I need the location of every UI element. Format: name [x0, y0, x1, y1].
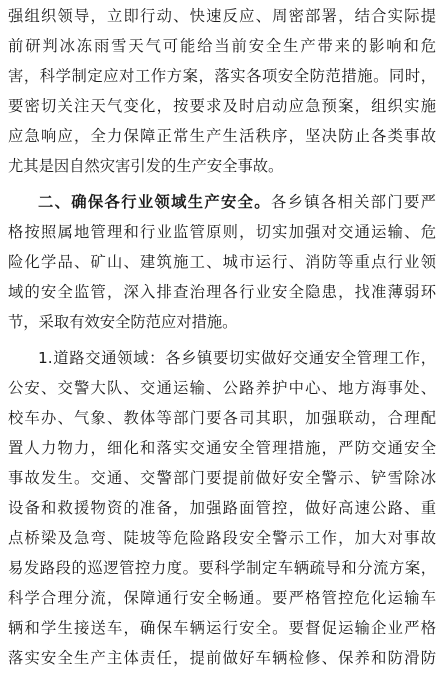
text-line: 要密切关注天气变化，按要求及时启动应急预案，组织实施 [8, 97, 436, 115]
section-heading-line [38, 188, 436, 216]
text-line: 强组织领导，立即行动、快速反应、周密部署，结合实际提 [8, 7, 436, 25]
text-line: 校车办、气象、教体等部门要各司其职，加强联动，合理配 [8, 409, 436, 427]
text-line: 害，科学制定应对工作方案，落实各项安全防范措施。同时， [8, 67, 436, 85]
text-line: 设备和救援物资的准备，加强路面管控，做好高速公路、重 [8, 499, 436, 517]
text-line: 险化学品、矿山、建筑施工、城市运行、消防等重点行业领 [8, 253, 436, 271]
text-line: 尤其是因自然灾害引发的生产安全事故。 [8, 157, 284, 175]
text-line: 应急响应，全力保障正常生产生活秩序，坚决防止各类事故 [8, 127, 436, 145]
text-line: 易发路段的巡逻管控力度。要科学制定车辆疏导和分流方案， [8, 559, 436, 577]
text-line: 科学合理分流，保障通行安全畅通。要严格管控危化运输车 [8, 589, 436, 607]
text-line: 公安、交警大队、交通运输、公路养护中心、地方海事处、 [8, 379, 436, 397]
text-line: 辆和学生接送车，确保车辆运行安全。要督促运输企业严格 [8, 619, 436, 637]
text-line: 域的安全监管，深入排查治理各行业安全隐患，找准薄弱环 [8, 283, 436, 301]
text-line: 置人力物力，细化和落实交通安全管理措施，严防交通安全 [8, 439, 436, 457]
text-line: 事故发生。交通、交警部门要提前做好安全警示、铲雪除冰 [8, 469, 436, 487]
section-heading-continuation: 各乡镇各相关部门要严 [270, 193, 436, 211]
text-line: 落实安全生产主体责任，提前做好车辆检修、保养和防滑防 [8, 649, 436, 667]
text-line: 格按照属地管理和行业监管原则，切实加强对交通运输、危 [8, 223, 436, 241]
section-heading: 二、确保各行业领域生产安全。 [38, 193, 271, 211]
text-line: 节，采取有效安全防范应对措施。 [8, 313, 238, 331]
subsection-heading-line: 1.道路交通领域：各乡镇要切实做好交通安全管理工作， [38, 349, 436, 367]
text-line: 前研判冰冻雨雪天气可能给当前安全生产带来的影响和危 [8, 37, 436, 55]
text-line: 点桥梁及急弯、陡坡等危险路段安全警示工作，加大对事故 [8, 529, 436, 547]
